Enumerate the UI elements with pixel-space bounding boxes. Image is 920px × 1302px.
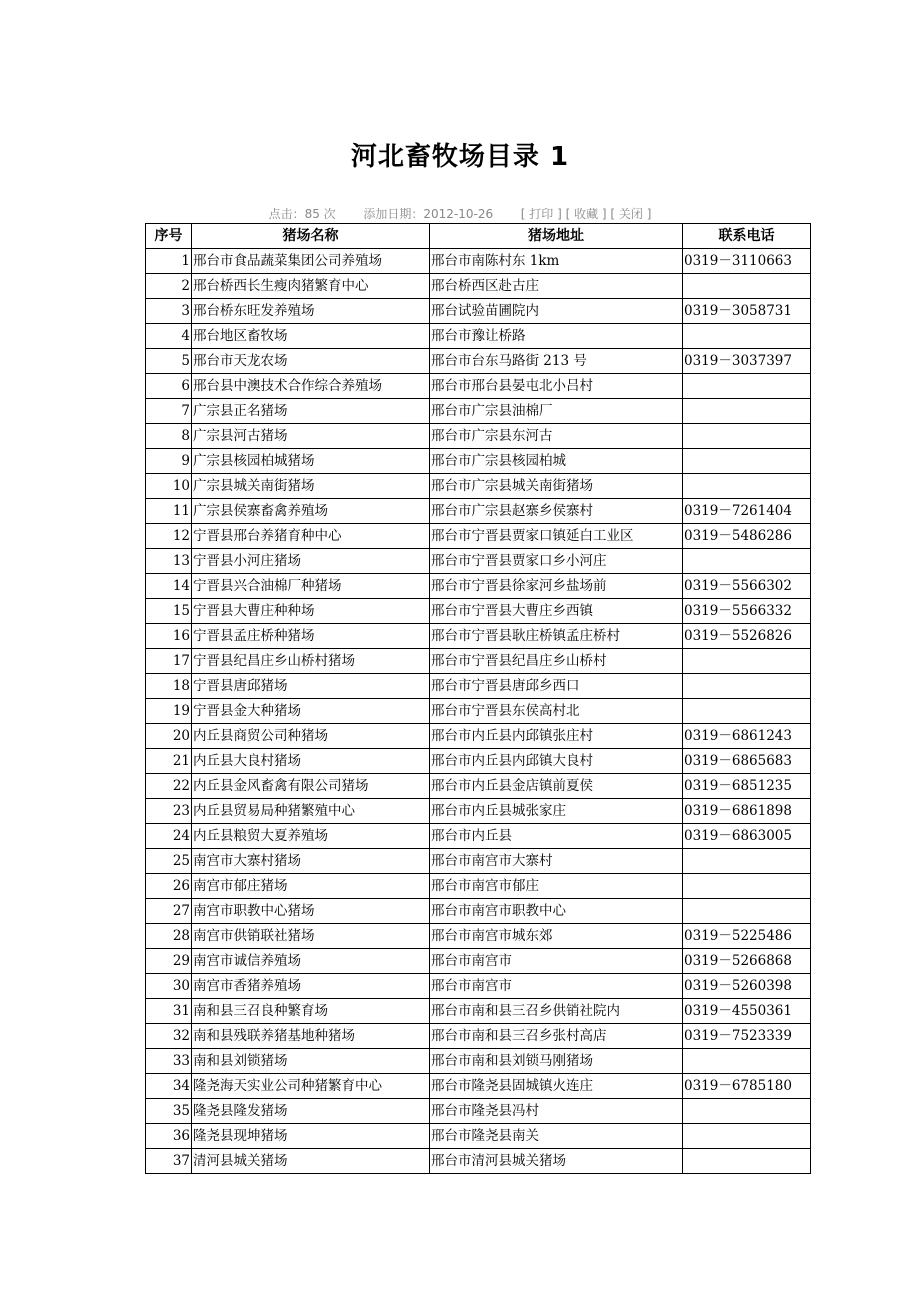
row-index: 26 [146,874,192,899]
row-index: 14 [146,574,192,599]
favorite-link[interactable]: [ 收藏 ] [565,207,607,221]
phone-number: 0319－5526826 [683,624,811,649]
row-index: 31 [146,999,192,1024]
row-index: 24 [146,824,192,849]
row-index: 11 [146,499,192,524]
row-index: 19 [146,699,192,724]
farm-address: 邢台市台东马路街 213 号 [430,349,683,374]
farm-name: 宁晋县孟庄桥种猪场 [192,624,430,649]
row-index: 37 [146,1149,192,1174]
farm-address: 邢台市宁晋县贾家口乡小河庄 [430,549,683,574]
row-index: 21 [146,749,192,774]
table-row [146,1074,811,1099]
table-row [146,1024,811,1049]
farm-name: 宁晋县唐邱猪场 [192,674,430,699]
farm-address: 邢台市广宗县油棉厂 [430,399,683,424]
farm-address: 邢台市内丘县 [430,824,683,849]
table-row [146,249,811,274]
table-row [146,674,811,699]
farm-address: 邢台市宁晋县纪昌庄乡山桥村 [430,649,683,674]
header-index: 序号 [146,224,192,249]
table-row [146,1124,811,1149]
table-row [146,624,811,649]
farm-name: 宁晋县邢台养猪育种中心 [192,524,430,549]
phone-number [683,1099,811,1124]
farm-address: 邢台市南宫市 [430,949,683,974]
table-row [146,874,811,899]
table-row [146,324,811,349]
phone-number: 0319－6861898 [683,799,811,824]
table-row [146,374,811,399]
print-link[interactable]: [ 打印 ] [520,207,562,221]
farm-name: 宁晋县大曹庄种种场 [192,599,430,624]
farm-address: 邢台市南和县刘锁马刚猪场 [430,1049,683,1074]
farm-name: 广宗县河古猪场 [192,424,430,449]
phone-number: 0319－6863005 [683,824,811,849]
phone-number: 0319－6865683 [683,749,811,774]
phone-number: 0319－3037397 [683,349,811,374]
farm-address: 邢台市南宫市职教中心 [430,899,683,924]
farm-address: 邢台市南和县三召乡供销社院内 [430,999,683,1024]
farm-address: 邢台市广宗县赵寨乡侯寨村 [430,499,683,524]
farm-name: 清河县城关猪场 [192,1149,430,1174]
phone-number: 0319－6861243 [683,724,811,749]
row-index: 18 [146,674,192,699]
farm-address: 邢台桥西区赴古庄 [430,274,683,299]
farm-name: 广宗县正名猪场 [192,399,430,424]
phone-number: 0319－5225486 [683,924,811,949]
table-row [146,524,811,549]
phone-number [683,449,811,474]
farm-name: 宁晋县金大种猪场 [192,699,430,724]
row-index: 3 [146,299,192,324]
farm-address: 邢台市南宫市大寨村 [430,849,683,874]
farm-address: 邢台市广宗县东河古 [430,424,683,449]
farm-name: 宁晋县兴合油棉厂种猪场 [192,574,430,599]
farm-name: 宁晋县纪昌庄乡山桥村猪场 [192,649,430,674]
clicks-label: 点击： [268,207,305,221]
table-header-row [146,224,811,249]
farm-name: 南和县残联养猪基地种猪场 [192,1024,430,1049]
farm-address: 邢台市隆尧县南关 [430,1124,683,1149]
farm-name: 邢台市天龙农场 [192,349,430,374]
farm-name: 内丘县贸易局种猪繁殖中心 [192,799,430,824]
farm-name: 广宗县城关南街猪场 [192,474,430,499]
table-row [146,799,811,824]
farm-address: 邢台市南宫市 [430,974,683,999]
farm-name: 南宫市职教中心猪场 [192,899,430,924]
table-row [146,949,811,974]
phone-number [683,874,811,899]
phone-number [683,1124,811,1149]
table-row [146,549,811,574]
added-date: 2012-10-26 [423,207,494,221]
row-index: 33 [146,1049,192,1074]
table-row [146,399,811,424]
row-index: 1 [146,249,192,274]
farm-name: 南宫市香猪养殖场 [192,974,430,999]
row-index: 20 [146,724,192,749]
farm-name: 邢台县中澳技术合作综合养殖场 [192,374,430,399]
farm-directory-table [145,223,811,1174]
farm-address: 邢台市南陈村东 1km [430,249,683,274]
phone-number: 0319－3058731 [683,299,811,324]
phone-number [683,424,811,449]
farm-name: 隆尧海天实业公司种猪繁育中心 [192,1074,430,1099]
row-index: 28 [146,924,192,949]
farm-address: 邢台市豫让桥路 [430,324,683,349]
farm-address: 邢台市宁晋县耿庄桥镇孟庄桥村 [430,624,683,649]
table-row [146,349,811,374]
farm-name: 隆尧县现坤猪场 [192,1124,430,1149]
row-index: 4 [146,324,192,349]
table-row [146,499,811,524]
farm-address: 邢台市内丘县内邱镇张庄村 [430,724,683,749]
row-index: 34 [146,1074,192,1099]
close-link[interactable]: [ 关闭 ] [610,207,652,221]
phone-number [683,374,811,399]
phone-number: 0319－7261404 [683,499,811,524]
row-index: 9 [146,449,192,474]
farm-name: 邢台桥东旺发养殖场 [192,299,430,324]
table-row [146,1149,811,1174]
farm-address: 邢台市南和县三召乡张村高店 [430,1024,683,1049]
table-row [146,924,811,949]
table-row [146,774,811,799]
clicks-count: 85 次 [304,207,336,221]
phone-number: 0319－7523339 [683,1024,811,1049]
row-index: 29 [146,949,192,974]
farm-name: 宁晋县小河庄猪场 [192,549,430,574]
table-body [146,249,811,1174]
phone-number [683,849,811,874]
farm-address: 邢台市内丘县城张家庄 [430,799,683,824]
row-index: 6 [146,374,192,399]
table-row [146,899,811,924]
farm-name: 内丘县粮贸大夏养殖场 [192,824,430,849]
row-index: 32 [146,1024,192,1049]
farm-address: 邢台市南宫市城东郊 [430,924,683,949]
table-row [146,299,811,324]
row-index: 8 [146,424,192,449]
header-phone: 联系电话 [683,224,811,249]
farm-address: 邢台市广宗县城关南街猪场 [430,474,683,499]
row-index: 25 [146,849,192,874]
farm-name: 内丘县大良村猪场 [192,749,430,774]
farm-address: 邢台市内丘县内邱镇大良村 [430,749,683,774]
row-index: 15 [146,599,192,624]
row-index: 17 [146,649,192,674]
phone-number: 0319－5486286 [683,524,811,549]
farm-name: 南宫市供销联社猪场 [192,924,430,949]
farm-address: 邢台市广宗县核园柏城 [430,449,683,474]
farm-name: 南和县三召良种繁育场 [192,999,430,1024]
phone-number: 0319－3110663 [683,249,811,274]
phone-number [683,674,811,699]
date-label: 添加日期： [363,207,424,221]
phone-number: 0319－6851235 [683,774,811,799]
phone-number [683,399,811,424]
table-row [146,424,811,449]
farm-name: 广宗县核园柏城猪场 [192,449,430,474]
table-row [146,574,811,599]
farm-name: 邢台市食品蔬菜集团公司养殖场 [192,249,430,274]
row-index: 7 [146,399,192,424]
table-row [146,999,811,1024]
phone-number: 0319－5566302 [683,574,811,599]
phone-number: 0319－5260398 [683,974,811,999]
farm-name: 邢台桥西长生瘦肉猪繁育中心 [192,274,430,299]
farm-address: 邢台市内丘县金店镇前夏侯 [430,774,683,799]
table-row [146,824,811,849]
header-farm-name: 猪场名称 [192,224,430,249]
row-index: 22 [146,774,192,799]
phone-number: 0319－5266868 [683,949,811,974]
table-row [146,749,811,774]
table-row [146,449,811,474]
farm-address: 邢台市宁晋县大曹庄乡西镇 [430,599,683,624]
farm-address: 邢台市宁晋县东侯高村北 [430,699,683,724]
farm-address: 邢台试验苗圃院内 [430,299,683,324]
phone-number [683,1049,811,1074]
header-farm-address: 猪场地址 [430,224,683,249]
farm-name: 南宫市郁庄猪场 [192,874,430,899]
table-row [146,974,811,999]
farm-name: 南宫市诚信养殖场 [192,949,430,974]
table-row [146,474,811,499]
row-index: 10 [146,474,192,499]
row-index: 27 [146,899,192,924]
row-index: 23 [146,799,192,824]
table-row [146,599,811,624]
farm-address: 邢台市宁晋县徐家河乡盐场前 [430,574,683,599]
table-row [146,1099,811,1124]
article-meta [0,205,920,222]
table-row [146,274,811,299]
farm-name: 邢台地区畜牧场 [192,324,430,349]
page-title: 河北畜牧场目录 1 [350,142,570,172]
farm-name: 内丘县金风畜禽有限公司猪场 [192,774,430,799]
farm-address: 邢台市宁晋县贾家口镇延白工业区 [430,524,683,549]
row-index: 2 [146,274,192,299]
phone-number [683,649,811,674]
farm-name: 南宫市大寨村猪场 [192,849,430,874]
phone-number [683,1149,811,1174]
row-index: 12 [146,524,192,549]
farm-name: 南和县刘锁猪场 [192,1049,430,1074]
phone-number [683,699,811,724]
farm-name: 内丘县商贸公司种猪场 [192,724,430,749]
farm-name: 隆尧县隆发猪场 [192,1099,430,1124]
farm-address: 邢台市清河县城关猪场 [430,1149,683,1174]
row-index: 16 [146,624,192,649]
row-index: 30 [146,974,192,999]
farm-address: 邢台市邢台县晏屯北小吕村 [430,374,683,399]
row-index: 13 [146,549,192,574]
phone-number [683,899,811,924]
table-row [146,699,811,724]
farm-name: 广宗县侯寨畜禽养殖场 [192,499,430,524]
table-row [146,1049,811,1074]
farm-address: 邢台市南宫市郁庄 [430,874,683,899]
farm-address: 邢台市宁晋县唐邱乡西口 [430,674,683,699]
row-index: 5 [146,349,192,374]
phone-number [683,549,811,574]
table-row [146,849,811,874]
row-index: 35 [146,1099,192,1124]
phone-number [683,274,811,299]
farm-address: 邢台市隆尧县固城镇火连庄 [430,1074,683,1099]
table-row [146,724,811,749]
table-row [146,649,811,674]
phone-number [683,474,811,499]
phone-number: 0319－4550361 [683,999,811,1024]
row-index: 36 [146,1124,192,1149]
phone-number: 0319－5566332 [683,599,811,624]
phone-number [683,324,811,349]
phone-number: 0319－6785180 [683,1074,811,1099]
farm-address: 邢台市隆尧县冯村 [430,1099,683,1124]
